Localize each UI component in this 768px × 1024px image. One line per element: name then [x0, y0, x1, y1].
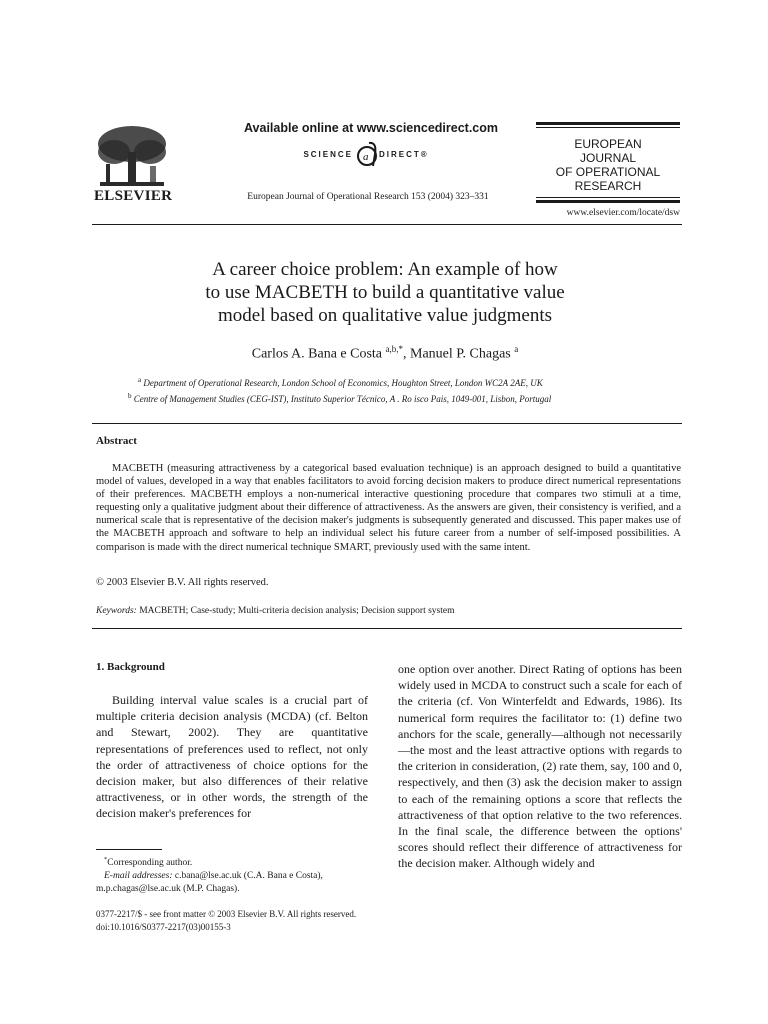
- issn-line: 0377-2217/$ - see front matter © 2003 Elsevier B.V. All rights reserved.: [96, 909, 357, 919]
- footnote-rule: [96, 849, 162, 850]
- keywords-text: MACBETH; Case-study; Multi-criteria decision analysis; Decision support system: [136, 606, 455, 616]
- footnote: [96, 853, 372, 896]
- front-matter-info: [96, 908, 356, 934]
- journal-masthead: [536, 122, 680, 203]
- abstract-heading: Abstract: [96, 435, 137, 447]
- journal-title-line: RESEARCH: [574, 179, 642, 193]
- affiliation-line: [92, 374, 682, 390]
- journal-title-line: OF OPERATIONAL: [555, 165, 661, 179]
- masthead-rule-thin: [536, 127, 680, 128]
- keywords-label: Keywords:: [96, 606, 137, 616]
- svg-text:a: a: [363, 151, 369, 163]
- publisher-name: ELSEVIER: [94, 188, 173, 204]
- elsevier-tree-logo: [92, 122, 170, 190]
- email-link[interactable]: m.p.chagas@lse.ac.uk: [96, 884, 181, 895]
- section-heading: 1. Background: [96, 661, 165, 673]
- journal-title-line: EUROPEAN: [574, 137, 642, 151]
- title-line: model based on qualitative value judgments: [217, 305, 552, 326]
- email-owner: (M.P. Chagas).: [180, 884, 240, 895]
- title-line: A career choice problem: An example of how: [212, 259, 558, 280]
- doi-line[interactable]: doi:10.1016/S0377-2217(03)00155-3: [96, 922, 231, 932]
- body-column-left: Building interval value scales is a crucial part of multiple criteria decision analysis (MCDA) (cf. Belton and Stewart, 2002). They are quantitative representations of preferences used to reflect, not only the order of attractiveness of choice options for the decision maker, but also differences of their relative attractiveness, or in other words, the strength of the decision maker's preferences for: [96, 693, 368, 821]
- corresponding-author-text: Corresponding author.: [107, 858, 193, 869]
- author-name: Carlos A. Bana e Costa: [251, 346, 383, 362]
- affiliation-text: Department of Operational Research, London School of Economics, Houghton Street, London WC2A 2AE, UK: [143, 378, 543, 388]
- title-line: to use MACBETH to build a quantitative value: [205, 282, 565, 303]
- affiliation-text: Centre of Management Studies (CEG-IST), Instituto Superior Técnico, A . Ro isco Pais, 1049-001, Lisbon, Portugal: [133, 394, 552, 404]
- email-label: E-mail addresses:: [104, 871, 173, 882]
- author-list: [120, 344, 650, 363]
- abstract-copyright: © 2003 Elsevier B.V. All rights reserved.: [96, 577, 269, 588]
- keywords: [96, 606, 455, 616]
- email-owner: (C.A. Bana e Costa),: [241, 871, 323, 882]
- author-affiliation-mark: a,b,*: [385, 344, 404, 354]
- header-divider: [92, 224, 682, 225]
- abstract-body: MACBETH (measuring attractiveness by a categorical based evaluation technique) is an approach designed to build a quantitative model of values, developed in a way that enables facilitators to avoid forcing decision makers to produce direct numerical representations of their preferences. MACBETH employs a non-numerical interactive questioning procedure that compares two stimuli at a time, requesting only a qualitative judgment about their difference of attractiveness. As the answers are given, their consistency is verified, and a numerical scale that is representative of the decision maker's judgments is subsequently generated and discussed. This paper makes use of the MACBETH approach and software to help an individual select his future career from a number of self-imposed possibilities. A comparison is made with the direct numerical technique SMART, previously used with the same intent.: [96, 463, 681, 553]
- journal-title: [536, 137, 680, 193]
- footnote-corresponding: [96, 853, 372, 870]
- footnote-emails-cont: [96, 883, 372, 896]
- author-separator: ,: [403, 346, 411, 362]
- author-affiliation-mark: a: [514, 344, 519, 354]
- author-name: Manuel P. Chagas: [410, 346, 511, 362]
- journal-citation: European Journal of Operational Research 153 (2004) 323–331: [247, 192, 489, 202]
- sciencedirect-d-icon: [355, 140, 381, 168]
- affiliation-mark: b: [128, 392, 132, 400]
- masthead-rule-bottom: [536, 200, 680, 203]
- paper-title: [120, 258, 650, 327]
- sciencedirect-logo: [236, 140, 506, 170]
- footnote-mark: *: [104, 856, 108, 863]
- available-online-text: Available online at www.sciencedirect.com: [243, 121, 499, 135]
- footnote-emails: [96, 870, 372, 883]
- masthead-rule-thin-bottom: [536, 197, 680, 198]
- body-column-right: one option over another. Direct Rating of options has been widely used in MCDA to construct such a scale for each of the criteria (cf. Von Winterfeldt and Edwards, 1986). Its numerical form requires the facilitator to: (1) define two anchors for the scale, generally—although not necessarily—the most and the least attractive options with regards to the criterion in consideration, (2) rate them, say, 100 and 0, respectively, and then (3) ask the decision maker to assign to each of the remaining options a score that reflects the attractiveness of that option relative to the two references. In the final scale, the difference between the options' scores should reflect their difference of attractiveness for the decision maker. Although widely and: [398, 662, 682, 871]
- journal-website-link[interactable]: www.elsevier.com/locate/dsw: [566, 208, 680, 218]
- affiliation-line: [92, 390, 682, 406]
- affiliation-mark: a: [138, 376, 142, 384]
- journal-title-line: JOURNAL: [579, 151, 636, 165]
- sciencedirect-left: SCIENCE: [303, 150, 353, 159]
- masthead-rule-top: [536, 122, 680, 125]
- abstract-bottom-rule: [92, 628, 682, 629]
- sciencedirect-right: DIRECT®: [379, 150, 429, 159]
- abstract-top-rule: [92, 423, 682, 424]
- affiliations: [92, 374, 682, 406]
- email-link[interactable]: c.bana@lse.ac.uk: [172, 871, 242, 882]
